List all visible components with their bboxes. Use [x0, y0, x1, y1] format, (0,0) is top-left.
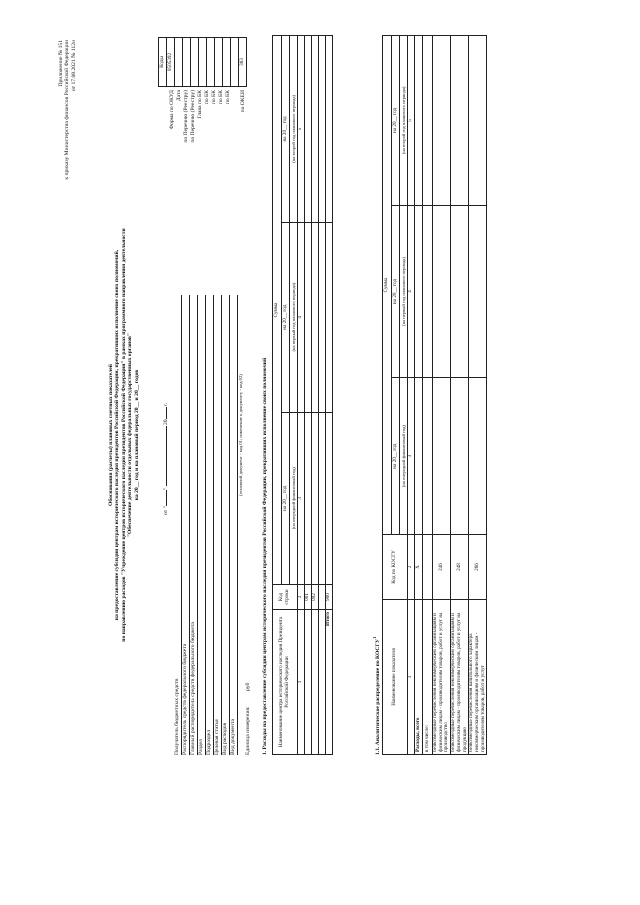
label-recipient: Получатель бюджетных средств [174, 295, 182, 755]
table-row: безвозмездные перечисления некоммерческим организациям и физическим лицам - производителям товаров, работ и услуг на производство 246 [433, 36, 451, 755]
label-distributor: Распорядитель средств федерального бюджета [182, 295, 190, 755]
title-line4: "Обеспечение деятельности отдельных федеральных государственных органов" [127, 332, 134, 538]
appendix-line3: от 17.08.2021 № 112н [70, 40, 77, 92]
section11-table: Наименование показателя Код по КОСГУ Сумма на 20__ год на 20__ год на 20__ год (на очередной финансовый год) (на первый год планового периода) (на второй год планового периода) 1 2 3 4 5 Расходы, всего X в том числе: безвозмездные перечисления некоммерческим организациям и физическим лицам - производителям товаров, работ и услуг на производство 246 безвозмездные перечисления некоммерческим организациям и физическим лицам - производителям товаров, работ и услуг на продукцию 248 безвозмездные перечисления капитального характера некоммерческим организациям и физическим лицам - производителям товаров, работ и услуг 286 [382, 35, 487, 755]
table-row: в том числе: [423, 36, 433, 755]
section11-title: 1.1. Аналитическое распределение по КОСГУ$^1$ [372, 636, 381, 755]
s1-col-sum: Сумма [273, 36, 282, 585]
label-doc-type: Вид документа [230, 295, 238, 755]
s11-col-sum: Сумма [383, 36, 392, 535]
s11-col-code: Код по КОСГУ [383, 535, 408, 600]
title-line2: на предоставление субсидии центрам исторического наследия президентов Российской Федерации, прекративших исполнение своих полномочий, [114, 249, 121, 621]
appendix-block [58, 40, 77, 180]
table-row: безвозмездные перечисления капитального характера некоммерческим организациям и физическим лицам - производителям товаров, работ и услуг 286 [469, 36, 487, 755]
s1-col-code: Код строки [273, 585, 298, 610]
s1-col-y3: на 20__ год [282, 36, 290, 223]
table-row: 002 [312, 36, 319, 755]
right-labels: Форма по ОКУД Дата по Перечню (Реестру) по Перечню (Реестру) Глава по БК по БК по БК по БК по БК по ОКЕИ [169, 90, 246, 143]
s1-col-y2: на 20__ год [282, 222, 290, 412]
unit-value: руб [245, 682, 251, 691]
s1-col-y1-sub: (на очередной финансовый год) [290, 412, 298, 584]
appendix-line1: Приложение № 151 [58, 40, 64, 87]
label-section: Раздел [198, 295, 206, 755]
table-row [319, 36, 326, 755]
appendix-line2: к приказу Министерства финансов Российской Федерации [64, 40, 71, 180]
label-subsection: Подраздел [206, 295, 214, 755]
date-line: от "" 20 г. [163, 402, 169, 515]
s1-col-y3-sub: (на второй год планового периода) [290, 36, 298, 223]
table-row: 001 [305, 36, 312, 755]
codes-header: Коды [159, 38, 167, 87]
s1-col-y1: на 20__ год [282, 412, 290, 584]
s11-col-name: Наименование показателя [383, 600, 408, 755]
doc-type-hint: (основной документ - код 01; изменение к документу - код 02) [238, 374, 243, 496]
title-line1: Обоснования (расчеты) плановых сметных показателей [108, 364, 114, 506]
s1-col-name: Наименование центра исторического наследия Президента Российской Федерации [273, 610, 298, 755]
title-block [108, 115, 140, 755]
label-unit: Единица измерения: руб [245, 682, 251, 755]
label-expense-type: Вид расходов [222, 295, 230, 755]
s11-total-row: Расходы, всего X [415, 36, 423, 755]
code-okud: 0505392 [167, 38, 175, 87]
code-okei: 383 [239, 38, 247, 87]
codes-table [158, 37, 247, 87]
table-row: безвозмездные перечисления некоммерческим организациям и физическим лицам - производителям товаров, работ и услуг на продукцию 248 [451, 36, 469, 755]
label-target-item: Целевая статья [214, 295, 222, 755]
s1-col-y2-sub: (на первый год планового периода) [290, 222, 298, 412]
section1-table: Наименование центра исторического наследия Президента Российской Федерации Код строки Сумма на 20__ год на 20__ год на 20__ год (на очередной финансовый год) (на первый год планового периода) (на второй год планового периода) 1 2 3 4 5 001 002 Итого 900 [272, 35, 333, 755]
section1-title: 1. Расходы на предоставление субсидии центрам исторического наследия президентов Российской Федерации, прекративших исполнение своих полномочий [262, 357, 268, 755]
s1-total-row: Итого 900 [326, 36, 333, 755]
title-line3: по направлению расходов "Учреждение центров исторического наследия президентов Российской Федерации" в рамках программного направления деятельности [120, 228, 127, 642]
label-main-distributor: Главный распорядитель средств федерального бюджета [190, 295, 198, 755]
left-labels [174, 295, 252, 755]
title-line5: на 20__ год и на плановый период 20__ и 20__ годов [133, 369, 140, 501]
